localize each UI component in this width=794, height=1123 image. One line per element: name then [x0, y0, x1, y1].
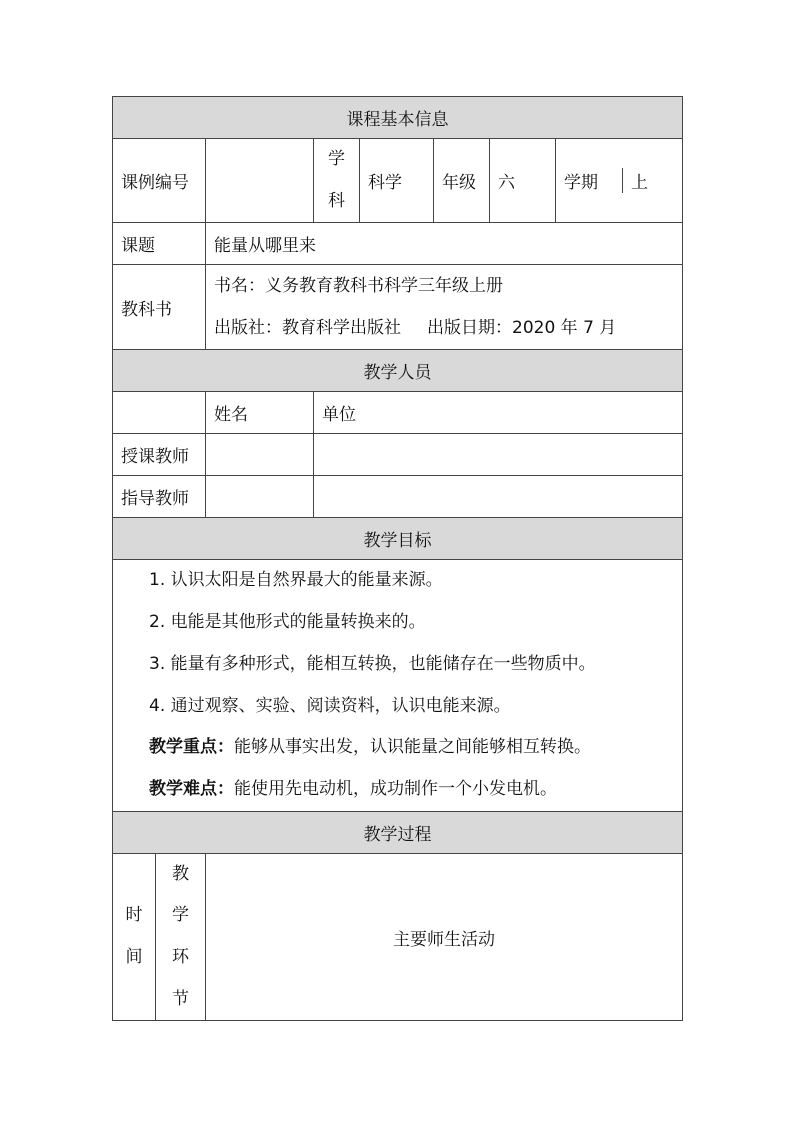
key-point-label: 教学重点：	[149, 737, 234, 758]
process-header-row	[113, 811, 683, 853]
textbook-publisher: 出版社：教育科学出版社	[214, 318, 401, 339]
staff-header-row	[113, 350, 683, 392]
textbook-date: 出版日期：2020 年 7 月	[427, 318, 617, 339]
goals-header-row	[113, 518, 683, 560]
time-header	[113, 853, 156, 1021]
topic-label: 课题	[113, 223, 206, 265]
goals-content	[113, 560, 683, 811]
goal-item: 4. 通过观察、实验、阅读资料，认识电能来源。	[149, 695, 511, 716]
staff-name	[206, 434, 314, 476]
section-header-staff: 教学人员	[113, 350, 683, 392]
subject-label-char: 科	[328, 190, 345, 211]
textbook-row	[113, 265, 683, 350]
basic-info-header-row	[113, 97, 683, 139]
staff-columns-row	[113, 392, 683, 434]
staff-role: 授课教师	[113, 434, 206, 476]
textbook-name: 书名：义务教育教科书科学三年级上册	[214, 276, 503, 297]
grade-value: 六	[490, 139, 556, 223]
staff-row	[113, 434, 683, 476]
time-header-char: 时	[125, 905, 143, 926]
textbook-publication	[214, 307, 674, 349]
difficulty-point	[113, 769, 682, 811]
subject-value: 科学	[360, 139, 434, 223]
section-header-basic-info: 课程基本信息	[113, 97, 683, 139]
staff-name	[206, 476, 314, 518]
staff-unit	[314, 434, 683, 476]
goals-row	[113, 560, 683, 811]
process-columns-row	[113, 853, 683, 1021]
time-header-char: 间	[125, 947, 143, 968]
term-cell	[556, 139, 683, 223]
stage-header-char: 学	[172, 905, 189, 926]
difficulty-label: 教学难点：	[149, 778, 234, 799]
case-number-label: 课例编号	[113, 139, 206, 223]
lesson-plan-table	[112, 96, 683, 1021]
topic-row	[113, 223, 683, 265]
key-point-text: 能够从事实出发，认识能量之间能够相互转换。	[234, 737, 591, 758]
difficulty-text: 能使用先电动机，成功制作一个小发电机。	[234, 778, 557, 799]
staff-unit	[314, 476, 683, 518]
basic-info-row	[113, 139, 683, 223]
term-value: 上	[622, 168, 648, 193]
goal-item: 3. 能量有多种形式，能相互转换，也能储存在一些物质中。	[149, 653, 596, 674]
stage-header-char: 教	[172, 863, 189, 884]
stage-header-char: 节	[172, 988, 189, 1009]
activities-header: 主要师生活动	[206, 853, 683, 1021]
staff-row	[113, 476, 683, 518]
topic-value: 能量从哪里来	[206, 223, 683, 265]
textbook-info	[206, 265, 683, 350]
stage-header	[156, 853, 206, 1021]
grade-label: 年级	[434, 139, 490, 223]
key-point	[113, 727, 682, 769]
staff-unit-header: 单位	[314, 392, 683, 434]
term-label: 学期	[564, 173, 598, 194]
goal-item: 1. 认识太阳是自然界最大的能量来源。	[149, 570, 443, 591]
section-header-goals: 教学目标	[113, 518, 683, 560]
stage-header-char: 环	[172, 947, 189, 968]
textbook-label: 教科书	[113, 265, 206, 350]
staff-corner-cell	[113, 392, 206, 434]
staff-name-header: 姓名	[206, 392, 314, 434]
subject-label-char: 学	[328, 149, 345, 169]
case-number-value	[206, 139, 314, 223]
section-header-process: 教学过程	[113, 811, 683, 853]
goal-item: 2. 电能是其他形式的能量转换来的。	[149, 612, 426, 633]
staff-role: 指导教师	[113, 476, 206, 518]
subject-label	[314, 139, 360, 223]
